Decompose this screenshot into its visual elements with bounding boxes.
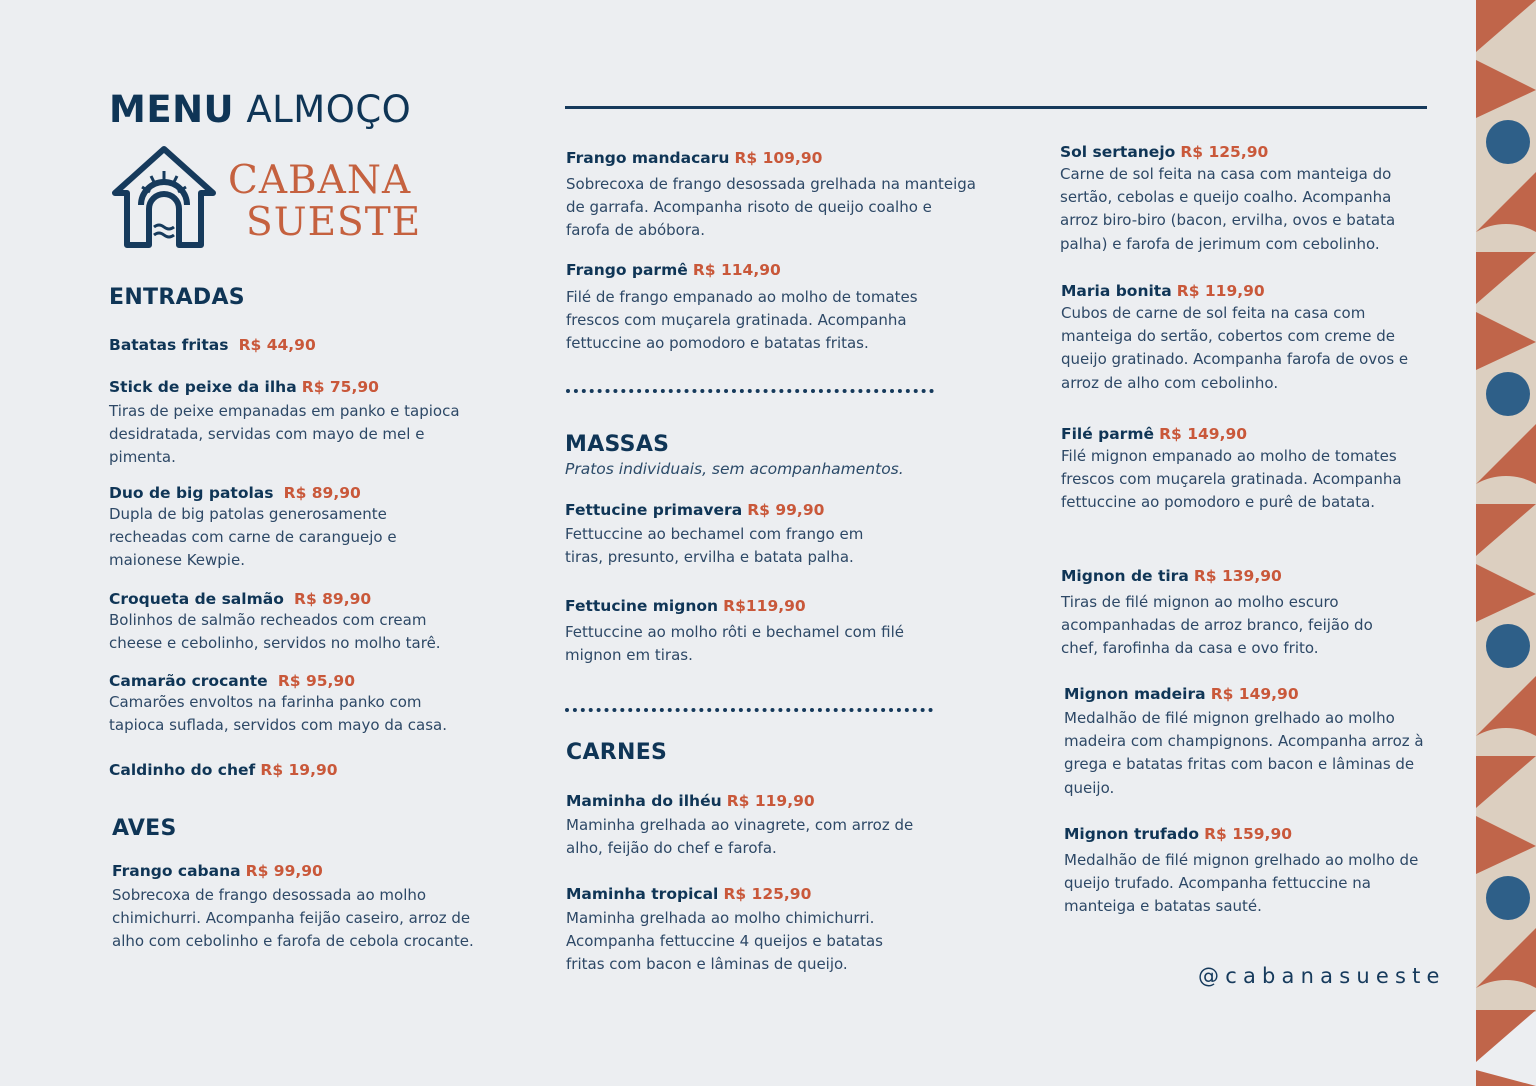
section-entradas: ENTRADAS bbox=[109, 285, 245, 310]
item-description: Maminha grelhada ao molho chimichurri. Acompanha fettuccine 4 queijos e batatas fritas com bacon e lâminas de queijo. bbox=[566, 909, 883, 974]
item-description: Fettuccine ao molho rôti e bechamel com filé mignon em tiras. bbox=[565, 623, 904, 665]
item-name: Batatas fritas bbox=[109, 336, 229, 354]
menu-item bbox=[109, 588, 479, 655]
menu-item bbox=[112, 860, 482, 954]
decorative-pattern bbox=[1476, 0, 1536, 1086]
menu-item bbox=[109, 670, 479, 737]
item-description: Cubos de carne de sol feita na casa com manteiga do sertão, cobertos com creme de queijo gratinado. Acompanha farofa de ovos e arroz de alho com cebolinho. bbox=[1061, 304, 1409, 392]
title-bold: MENU bbox=[109, 88, 235, 131]
menu-item bbox=[109, 376, 479, 470]
item-price: R$ 99,90 bbox=[747, 501, 825, 519]
item-price: R$ 125,90 bbox=[1180, 143, 1269, 161]
item-name: Maria bonita bbox=[1061, 282, 1172, 300]
menu-item bbox=[1061, 280, 1431, 395]
item-name: Camarão crocante bbox=[109, 672, 268, 690]
house-logo-icon bbox=[109, 143, 219, 251]
item-name: Frango cabana bbox=[112, 862, 241, 880]
item-name: Maminha tropical bbox=[566, 885, 719, 903]
dotted-divider bbox=[565, 708, 933, 712]
item-price: R$ 149,90 bbox=[1159, 425, 1248, 443]
item-price: R$ 149,90 bbox=[1210, 685, 1299, 703]
item-description: Filé de frango empanado ao molho de tomates frescos com muçarela gratinada. Acompanha fettuccine ao pomodoro e batatas fritas. bbox=[566, 288, 918, 353]
menu-item bbox=[1061, 565, 1431, 661]
item-name: Mignon madeira bbox=[1064, 685, 1206, 703]
section-subtitle: Pratos individuais, sem acompanhamentos. bbox=[565, 460, 904, 478]
item-name: Frango mandacaru bbox=[566, 149, 730, 167]
menu-item bbox=[565, 595, 985, 667]
item-price: R$ 159,90 bbox=[1204, 825, 1293, 843]
item-name: Mignon trufado bbox=[1064, 825, 1199, 843]
section-aves: AVES bbox=[112, 816, 177, 841]
item-description: Tiras de filé mignon ao molho escuro acompanhadas de arroz branco, feijão do chef, farofinha da casa e ovo frito. bbox=[1061, 593, 1373, 658]
item-description: Medalhão de filé mignon grelhado ao molho de queijo trufado. Acompanha fettuccine na manteiga e batatas sauté. bbox=[1064, 851, 1419, 916]
item-name: Fettucine mignon bbox=[565, 597, 719, 615]
item-description: Bolinhos de salmão recheados com cream cheese e cebolinho, servidos no molho tarê. bbox=[109, 611, 441, 653]
item-name: Filé parmê bbox=[1061, 425, 1154, 443]
item-description: Filé mignon empanado ao molho de tomates frescos com muçarela gratinada. Acompanha fettuccine ao pomodoro e purê de batata. bbox=[1061, 447, 1402, 512]
item-price: R$ 119,90 bbox=[726, 792, 815, 810]
item-price: R$ 75,90 bbox=[301, 378, 379, 396]
item-name: Croqueta de salmão bbox=[109, 590, 284, 608]
menu-item bbox=[109, 482, 479, 573]
item-price: R$ 139,90 bbox=[1193, 567, 1282, 585]
menu-item bbox=[1064, 823, 1434, 919]
item-price: R$ 125,90 bbox=[723, 885, 812, 903]
menu-item bbox=[566, 259, 986, 356]
item-description: Carne de sol feita na casa com manteiga do sertão, cebolas e queijo coalho. Acompanha arroz biro-biro (bacon, ervilha, ovos e batata palha) e farofa de jerimum com cebolinho. bbox=[1060, 165, 1396, 253]
page-title bbox=[109, 88, 411, 131]
menu-item bbox=[1064, 683, 1434, 800]
item-description: Tiras de peixe empanadas em panko e tapioca desidratada, servidas com mayo de mel e pimenta. bbox=[109, 402, 460, 467]
item-description: Medalhão de filé mignon grelhado ao molho madeira com champignons. Acompanha arroz à grega e batatas fritas com bacon e lâminas de queijo. bbox=[1064, 709, 1424, 797]
item-name: Maminha do ilhéu bbox=[566, 792, 722, 810]
menu-item bbox=[566, 790, 986, 860]
item-name: Caldinho do chef bbox=[109, 761, 256, 779]
social-handle: @cabanasueste bbox=[1198, 964, 1446, 988]
item-price: R$ 119,90 bbox=[1176, 282, 1265, 300]
menu-item bbox=[109, 759, 479, 781]
title-light: ALMOÇO bbox=[246, 88, 412, 131]
item-price: R$ 95,90 bbox=[277, 672, 356, 690]
brand-line2: SUESTE bbox=[246, 200, 422, 245]
menu-item bbox=[109, 334, 479, 356]
item-name: Fettucine primavera bbox=[565, 501, 743, 519]
brand-line1: CABANA bbox=[228, 158, 412, 203]
item-price: R$ 109,90 bbox=[734, 149, 823, 167]
item-price: R$119,90 bbox=[723, 597, 806, 615]
section-carnes: CARNES bbox=[566, 740, 668, 765]
item-price: R$ 89,90 bbox=[283, 484, 361, 502]
item-description: Sobrecoxa de frango desossada grelhada na manteiga de garrafa. Acompanha risoto de queijo coalho e farofa de abóbora. bbox=[566, 175, 976, 240]
item-name: Duo de big patolas bbox=[109, 484, 274, 502]
item-name: Frango parmê bbox=[566, 261, 688, 279]
item-price: R$ 99,90 bbox=[245, 862, 323, 880]
item-name: Mignon de tira bbox=[1061, 567, 1189, 585]
item-description: Dupla de big patolas generosamente recheadas com carne de caranguejo e maionese Kewpie. bbox=[109, 505, 397, 570]
brand-name bbox=[228, 160, 421, 244]
dotted-divider bbox=[566, 389, 934, 393]
item-price: R$ 114,90 bbox=[692, 261, 781, 279]
menu-item bbox=[566, 883, 986, 977]
item-description: Camarões envoltos na farinha panko com tapioca suflada, servidos com mayo da casa. bbox=[109, 693, 448, 735]
item-price: R$ 19,90 bbox=[260, 761, 338, 779]
item-description: Maminha grelhada ao vinagrete, com arroz de alho, feijão do chef e farofa. bbox=[566, 816, 914, 858]
menu-item bbox=[566, 147, 986, 243]
item-name: Stick de peixe da ilha bbox=[109, 378, 297, 396]
item-description: Fettuccine ao bechamel com frango em tiras, presunto, ervilha e batata palha. bbox=[565, 525, 864, 567]
item-price: R$ 44,90 bbox=[238, 336, 316, 354]
menu-item bbox=[1060, 141, 1430, 256]
section-massas: MASSAS bbox=[565, 432, 670, 457]
item-description: Sobrecoxa de frango desossada ao molho chimichurri. Acompanha feijão caseiro, arroz de alho com cebolinho e farofa de cebola crocante. bbox=[112, 886, 474, 951]
menu-item bbox=[1061, 423, 1431, 515]
top-rule bbox=[565, 106, 1427, 109]
item-price: R$ 89,90 bbox=[294, 590, 372, 608]
item-name: Sol sertanejo bbox=[1060, 143, 1176, 161]
menu-item bbox=[565, 499, 985, 569]
